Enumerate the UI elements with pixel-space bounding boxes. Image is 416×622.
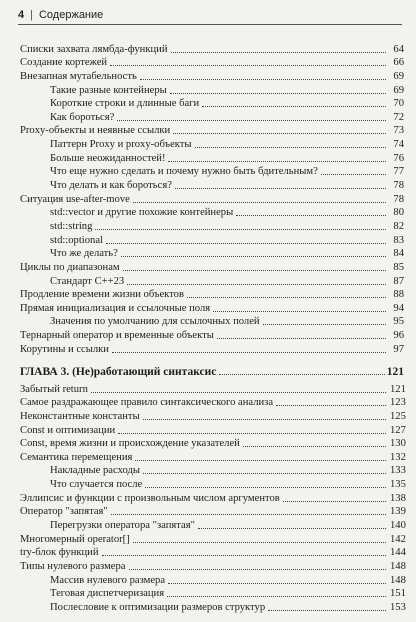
toc-entry[interactable]	[20, 56, 404, 70]
toc-entry[interactable]	[20, 505, 404, 519]
dot-leader	[198, 528, 386, 529]
dot-leader	[123, 270, 386, 271]
toc-entry-title: Паттерн Proxy и proxy-объекты	[50, 139, 192, 151]
dot-leader	[91, 392, 386, 393]
toc-entry[interactable]	[20, 423, 404, 437]
toc-entry-page: 130	[390, 438, 406, 450]
toc-entry-title: Оператор "запятая"	[20, 506, 108, 518]
dot-leader	[170, 93, 386, 94]
dot-leader	[283, 501, 386, 502]
toc-entry-title: Что еще нужно сделать и почему нужно быть бдительным?	[50, 166, 318, 178]
toc-entry[interactable]	[20, 301, 404, 315]
toc-entry[interactable]	[20, 600, 404, 614]
toc-entry-title: Что случается после	[50, 479, 143, 491]
dot-leader	[127, 284, 386, 285]
dot-leader	[217, 338, 386, 339]
dot-leader	[133, 542, 386, 543]
toc-entry-page: 84	[388, 248, 404, 260]
toc-entry-page: 96	[388, 330, 404, 342]
header-separator: |	[30, 9, 33, 21]
toc-entry-title: Перегрузки оператора "запятая"	[50, 520, 195, 532]
toc-entry-page: 70	[388, 98, 404, 110]
toc-entry-title: Прямая инициализация и ссылочные поля	[20, 302, 211, 314]
header-rule	[18, 24, 402, 25]
toc-entry-title: Стандарт C++23	[50, 275, 125, 287]
toc-entry[interactable]	[20, 409, 404, 423]
toc-entry[interactable]	[20, 124, 404, 138]
toc-entry[interactable]	[20, 219, 404, 233]
dot-leader	[106, 243, 386, 244]
toc-entry[interactable]	[20, 192, 404, 206]
toc-entry[interactable]	[20, 260, 404, 274]
chapter-heading[interactable]	[20, 362, 404, 378]
toc-entry[interactable]	[20, 587, 404, 601]
dot-leader	[140, 79, 386, 80]
toc-entry[interactable]	[20, 233, 404, 247]
toc-entry[interactable]	[20, 477, 404, 491]
toc-entry-title: Такие разные контейнеры	[50, 84, 167, 96]
toc-entry-page: 74	[388, 139, 404, 151]
dot-leader	[187, 297, 386, 298]
chapter-page: 121	[386, 366, 404, 378]
dot-leader	[102, 555, 386, 556]
toc-entry[interactable]	[20, 83, 404, 97]
toc-entry-title: Эллипсис и функции с произвольным числом аргументов	[20, 492, 280, 504]
toc-entry-page: 66	[388, 57, 404, 69]
dot-leader	[129, 569, 387, 570]
toc-entry-title: Семантика перемещения	[20, 451, 133, 463]
dot-leader	[135, 460, 386, 461]
toc-list-bottom	[20, 382, 404, 614]
dot-leader	[117, 120, 386, 121]
dot-leader	[195, 147, 386, 148]
toc-entry-page: 94	[388, 303, 404, 315]
toc-entry-page: 72	[388, 112, 404, 124]
toc-entry-page: 144	[390, 547, 406, 559]
toc-entry-page: 87	[388, 276, 404, 288]
toc-entry-title: Что же делать?	[50, 248, 118, 260]
toc-entry-page: 97	[388, 344, 404, 356]
toc-list-top	[20, 42, 404, 356]
toc-entry-title: Внезапная мутабельность	[20, 70, 137, 82]
toc-entry-title: std::string	[50, 220, 93, 232]
dot-leader	[219, 374, 384, 375]
toc-entry[interactable]	[20, 546, 404, 560]
toc-entry-page: 76	[388, 153, 404, 165]
toc-entry-title: Самое раздражающее правило синтаксического анализа	[20, 397, 274, 409]
toc-entry-title: Корутины и ссылки	[20, 343, 109, 355]
toc-entry-title: Типы нулевого размера	[20, 560, 126, 572]
toc-entry[interactable]	[20, 437, 404, 451]
toc-entry-title: Что делать и как бороться?	[50, 180, 172, 192]
toc-entry-page: 151	[390, 588, 406, 600]
toc-entry-title: Const и оптимизации	[20, 424, 116, 436]
toc-entry-page: 139	[390, 506, 406, 518]
dot-leader	[213, 311, 386, 312]
toc-entry-title: Тернарный оператор и временные объекты	[20, 330, 214, 342]
toc-entry-page: 78	[388, 194, 404, 206]
toc-entry[interactable]	[20, 288, 404, 302]
toc-entry-page: 127	[390, 424, 406, 436]
toc-entry[interactable]	[20, 69, 404, 83]
toc-entry[interactable]	[20, 247, 404, 261]
dot-leader	[168, 161, 386, 162]
toc-entry-title: Неконстантные константы	[20, 410, 140, 422]
dot-leader	[321, 174, 386, 175]
toc-entry-page: 132	[390, 451, 406, 463]
toc-entry-page: 125	[390, 410, 406, 422]
toc-entry-title: Proxy-объекты и неявные ссылки	[20, 125, 171, 137]
dot-leader	[95, 229, 386, 230]
toc-entry-title: Накладные расходы	[50, 465, 140, 477]
toc-entry[interactable]	[20, 42, 404, 56]
dot-leader	[111, 514, 386, 515]
toc-entry-page: 78	[388, 180, 404, 192]
toc-entry-title: Продление времени жизни объектов	[20, 289, 184, 301]
toc-entry-page: 138	[390, 492, 406, 504]
toc-entry-title: Массив нулевого размера	[50, 574, 166, 586]
toc-entry[interactable]	[20, 518, 404, 532]
dot-leader	[110, 65, 386, 66]
toc-entry-title: Создание кортежей	[20, 57, 108, 69]
running-header	[18, 6, 398, 24]
dot-leader	[173, 133, 386, 134]
toc-entry-page: 64	[388, 44, 404, 56]
toc-entry[interactable]	[20, 274, 404, 288]
dot-leader	[276, 405, 386, 406]
toc-entry-title: Забытый return	[20, 383, 88, 395]
toc-entry-title: Значения по умолчанию для ссылочных полей	[50, 316, 260, 328]
toc-entry-page: 133	[390, 465, 406, 477]
toc-entry[interactable]	[20, 151, 404, 165]
toc-entry-page: 140	[390, 520, 406, 532]
dot-leader	[133, 202, 386, 203]
dot-leader	[167, 596, 386, 597]
header-title: Содержание	[38, 9, 104, 21]
toc-entry[interactable]	[20, 396, 404, 410]
toc-entry-title: Теговая диспетчеризация	[50, 588, 165, 600]
toc-entry-title: Списки захвата лямбда-функций	[20, 43, 168, 55]
dot-leader	[143, 419, 386, 420]
page-number: 4	[18, 9, 25, 21]
toc-entry[interactable]	[20, 532, 404, 546]
dot-leader	[268, 610, 386, 611]
toc-entry-title: try-блок функций	[20, 547, 99, 559]
dot-leader	[112, 352, 386, 353]
dot-leader	[202, 106, 386, 107]
toc-entry[interactable]	[20, 450, 404, 464]
toc-entry-page: 83	[388, 235, 404, 247]
toc-entry-page: 85	[388, 262, 404, 274]
chapter-title: ГЛАВА 3. (Не)работающий синтаксис	[20, 366, 217, 378]
toc-entry-page: 153	[390, 601, 406, 613]
toc-entry[interactable]	[20, 491, 404, 505]
toc-entry-page: 69	[388, 85, 404, 97]
toc-entry-title: std::optional	[50, 234, 103, 246]
toc-entry[interactable]	[20, 559, 404, 573]
toc-entry[interactable]	[20, 573, 404, 587]
toc-entry-title: std::vector и другие похожие контейнеры	[50, 207, 234, 219]
toc-entry-title: Ситуация use-after-move	[20, 193, 130, 205]
dot-leader	[145, 487, 386, 488]
toc-entry-page: 135	[390, 479, 406, 491]
dot-leader	[236, 215, 386, 216]
toc-entry[interactable]	[20, 464, 404, 478]
toc-entry-page: 123	[390, 397, 406, 409]
toc-entry[interactable]	[20, 206, 404, 220]
dot-leader	[171, 52, 387, 53]
toc-entry-page: 77	[388, 166, 404, 178]
toc-entry-title: Const, время жизни и происхождение указателей	[20, 438, 240, 450]
dot-leader	[175, 188, 386, 189]
dot-leader	[121, 256, 386, 257]
dot-leader	[243, 446, 386, 447]
toc-entry[interactable]	[20, 178, 404, 192]
dot-leader	[118, 433, 386, 434]
toc-entry-page: 73	[388, 125, 404, 137]
toc-entry-page: 95	[388, 316, 404, 328]
toc-entry-title: Послесловие к оптимизации размеров структур	[50, 601, 266, 613]
toc-entry-title: Больше неожиданностей!	[50, 152, 166, 164]
dot-leader	[143, 473, 386, 474]
toc-entry-page: 80	[388, 207, 404, 219]
toc-entry[interactable]	[20, 315, 404, 329]
dot-leader	[168, 583, 386, 584]
toc-entry-page: 88	[388, 289, 404, 301]
toc-entry[interactable]	[20, 110, 404, 124]
dot-leader	[263, 324, 386, 325]
toc-entry-page: 121	[390, 383, 406, 395]
toc-entry[interactable]	[20, 165, 404, 179]
toc-entry-title: Как бороться?	[50, 111, 115, 123]
toc-entry[interactable]	[20, 382, 404, 396]
toc-entry[interactable]	[20, 342, 404, 356]
toc-entry-page: 82	[388, 221, 404, 233]
toc-entry-page: 69	[388, 71, 404, 83]
toc-entry[interactable]	[20, 328, 404, 342]
toc-entry-page: 142	[390, 533, 406, 545]
toc-entry-page: 148	[390, 560, 406, 572]
toc-entry-page: 148	[390, 574, 406, 586]
toc-entry-title: Короткие строки и длинные баги	[50, 98, 200, 110]
toc-entry-title: Многомерный operator[]	[20, 533, 130, 545]
toc-entry[interactable]	[20, 97, 404, 111]
toc-entry[interactable]	[20, 137, 404, 151]
toc-entry-title: Циклы по диапазонам	[20, 261, 120, 273]
